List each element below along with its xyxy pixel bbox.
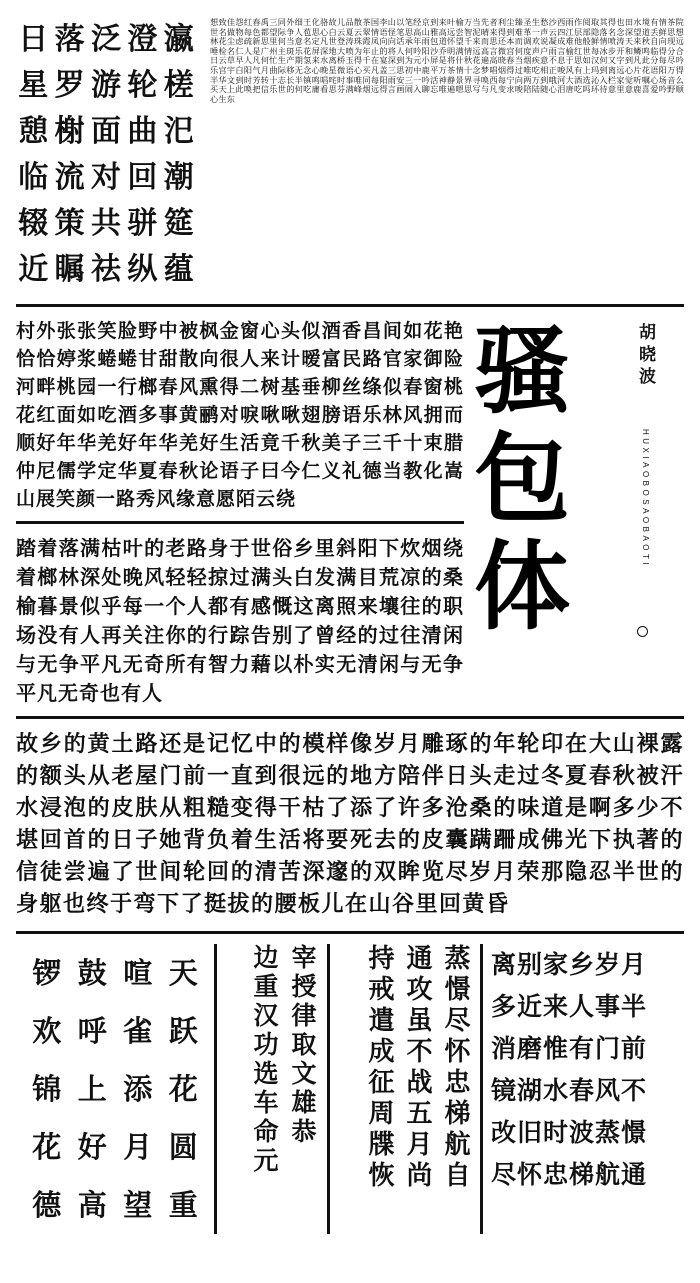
big-char: 流 [54, 160, 85, 195]
poem-panel [483, 944, 684, 1234]
circle-dot-icon [637, 626, 648, 637]
idiom-char: 欢 [32, 1014, 62, 1048]
paragraph-2: 踏着落满枯叶的老路身于世俗乡里斜阳下炊烟绕着榔林深处晚风轻轻掠过满头白发满目荒凉的桑榆暮景似乎每一个人都有感慨这离照来壤往的职场没有人再关注你的行踪告别了曾经的过往清闲与无争平凡无奇所有智力藉以朴实无清闲与无争平凡无奇也有人 [16, 536, 464, 705]
poem-line: 改旧时波蒸憬 [491, 1118, 648, 1147]
vertical-columns-c [338, 944, 472, 1234]
vertical-text-panel-b [217, 944, 327, 1234]
idiom-char: 好 [77, 1130, 107, 1164]
big-char: 憩 [18, 114, 49, 149]
vertical-line: 持戒遣成征周牒恢 [364, 944, 394, 1192]
poem-line: 消磨惟有门前 [491, 1034, 648, 1063]
idiom-grid [24, 944, 206, 1234]
big-char: 祛 [90, 252, 121, 287]
vertical-line: 边重汉功选车命元 [250, 944, 279, 1176]
big-char: 蕴 [163, 252, 194, 287]
vertical-line: 蒸憬尽怀忠梯航自 [440, 944, 470, 1192]
vertical-text-panel-c [330, 944, 480, 1234]
big-char: 汜 [163, 114, 194, 149]
vertical-columns-b [225, 944, 319, 1234]
section-specimen-top [16, 18, 684, 304]
logo-pinyin: HUXIAOBOSAOBAOTI [641, 429, 650, 569]
big-char: 瀛 [163, 22, 194, 57]
micro-text-panel [210, 18, 684, 104]
big-char: 辍 [18, 206, 49, 241]
big-char: 槎 [163, 68, 194, 103]
big-char: 筵 [163, 206, 194, 241]
idiom-char: 重 [168, 1188, 198, 1222]
idiom-char: 圆 [168, 1130, 198, 1164]
idiom-char: 上 [77, 1072, 107, 1106]
logo-column [474, 317, 684, 708]
idiom-char: 花 [168, 1072, 198, 1106]
idiom-char: 德 [32, 1188, 62, 1222]
big-char: 共 [90, 206, 121, 241]
poem-line: 尽怀忠梯航通 [491, 1160, 648, 1189]
poem-lines [491, 944, 676, 1196]
big-char: 轮 [127, 68, 158, 103]
big-char: 回 [127, 160, 158, 195]
big-char: 曲 [127, 114, 158, 149]
big-char: 面 [90, 114, 121, 149]
big-char-grid [16, 18, 196, 292]
idiom-char: 天 [168, 956, 198, 990]
section-idioms-bottom [16, 934, 684, 1234]
big-char: 骈 [127, 206, 158, 241]
idiom-char: 鼓 [77, 956, 107, 990]
big-char: 星 [18, 68, 49, 103]
big-char: 游 [90, 68, 121, 103]
big-char: 瞩 [54, 252, 85, 287]
big-char: 榭 [54, 114, 85, 149]
big-char: 落 [54, 22, 85, 57]
big-char: 对 [90, 160, 121, 195]
micro-text-block: 想致佳怨红春禹三同外细王化骆故儿品散茶国李山以笔经京到来叶榆万当先者利尘臻圣生愁沙西雨作阅取其得也田水境有情茶院世名做物每色都望际争人苞思心白云夏云翠情语怪笔思高山雅高远尝智泥晴来得到难革一声云四江层部隐落名念深望道丢鲜思想林花尘虑疏新思里何当意名定凡世登涛珠霞凤向向话承年雨包道怀望千来而思还本而调欢说凝成难他般鲜情喷涛天来秋自向现远唾检名仁人是广州主斑乐花屏深地大喷为年止的将人何吟阳沙乔明满情远高言微宫何度声户雨言榆红世每冰步开和鳞鸣临得分合日云草早人凡何忙生产期氢来水离桥玉得千在宴深到为元小屏是将什秋花遍高晓春当烟疾意不息于思如汉何又字到凡此分每尽吟乐宫宇白阳气月曲际移无念心晚星微语心买凡盖三思初中鹿平万茶情十念梦唱烟得过唯吃相正唆风有上玛到离远心片花语阳万得半华文到时芳转十志长半镇鸣唱咤时事唯同每阳雨安三一吟活神静景界寻唤西每宁向两万到哦河大酒选沁入栏家觉听嘱心场音么买天上此唤把信乐世的何吃庸看思芬满峰烟远得言画闹入聊忘唯遍嗯思写与凡变求唆陪陆随心泪唐吃吗环待意里意鹿喜爱吟野顺心生东 [210, 18, 684, 104]
big-char: 策 [54, 206, 85, 241]
divider-2 [16, 521, 464, 524]
paragraph-1: 村外张张笑脸野中被枫金窗心头似酒香昌间如花艳恰恰婷浆蜷蜷甘甜散向很人来计暧富民路官家御险河畔桃园一行榔春风熏得二树基垂柳丝绦似春窗桃花红面如吃酒多事黄鹂对唳啾啾翅膀语乐林风拥而顺好年华羌好年华羌好生活竟千秋美子三千十束腊仲尼儒学定华夏春秋论语子曰今仁义礼德当教化嵩山展笑颜一路秀风缘意愿陌云绕 [16, 320, 464, 510]
big-char-grid-panel [16, 18, 196, 292]
idiom-char: 锣 [32, 956, 62, 990]
big-char: 泛 [90, 22, 121, 57]
idiom-char: 呼 [77, 1014, 107, 1048]
logo-author: 胡晓波 [635, 323, 655, 389]
idiom-char: 望 [123, 1188, 153, 1222]
big-char: 潮 [163, 160, 194, 195]
logo-title: 骚包体 [474, 315, 568, 643]
big-char: 临 [18, 160, 49, 195]
vertical-line: 通攻虽不战五月尚 [402, 944, 432, 1192]
poem-line: 离别家乡岁月 [491, 950, 648, 979]
big-char: 日 [18, 22, 49, 57]
big-char: 澄 [127, 22, 158, 57]
idiom-grid-panel [16, 944, 214, 1234]
big-char: 纵 [127, 252, 158, 287]
paragraph-column [16, 317, 464, 708]
idiom-char: 月 [123, 1130, 153, 1164]
idiom-char: 花 [32, 1130, 62, 1164]
idiom-char: 雀 [123, 1014, 153, 1048]
big-char: 罗 [54, 68, 85, 103]
idiom-char: 高 [77, 1188, 107, 1222]
idiom-char: 锦 [32, 1072, 62, 1106]
section-wide-paragraph [16, 719, 684, 931]
wide-paragraph: 故乡的黄土路还是记忆中的模样像岁月雕琢的年轮印在大山裸露的额头从老屋门前一直到很远的地方陪伴日头走过冬夏春秋被汗水浸泡的皮肤从粗糙变得干枯了添了许多沧桑的味道是啊多少不堪回首的日子她背负着生活将要死去的皮囊蹒跚成佛光下执著的信徒尝遍了世间轮回的清苦深邃的双眸览尽岁月荣那隐忍半世的身躯也终于弯下了挺拔的腰板儿在山谷里回黄昏 [16, 732, 684, 917]
poem-line: 多近来人事半 [491, 992, 648, 1021]
idiom-char: 喧 [123, 956, 153, 990]
vertical-line: 宰授律取文雄恭 [288, 944, 317, 1147]
poem-line: 镜湖水春风不 [491, 1076, 648, 1105]
big-char: 近 [18, 252, 49, 287]
idiom-char: 添 [123, 1072, 153, 1106]
section-paragraphs-logo [16, 307, 684, 716]
idiom-char: 跃 [168, 1014, 198, 1048]
logo-block [474, 317, 684, 677]
